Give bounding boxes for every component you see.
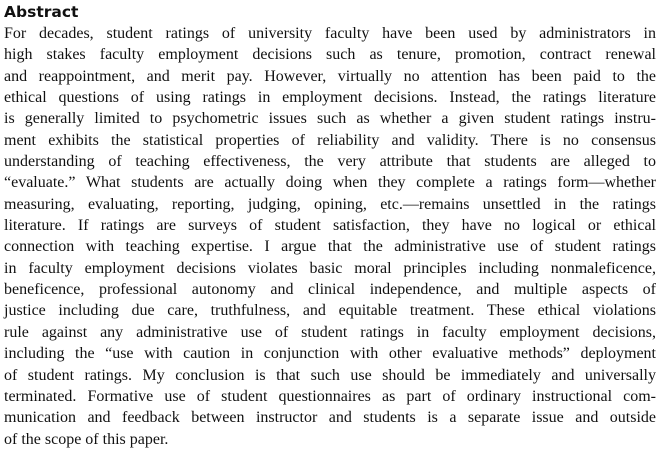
abstract-line: ment exhibits the statistical properties of reliability and validity. There is no consensus (4, 131, 656, 149)
abstract-section (4, 2, 656, 450)
abstract-line: in faculty employment decisions violates basic moral principles including nonmaleficence, (4, 259, 656, 277)
abstract-line: justice including due care, truthfulness, and equitable treatment. These ethical violations (4, 302, 656, 320)
abstract-line: rule against any administrative use of student ratings in faculty employment decisions, (4, 323, 656, 341)
abstract-line: understanding of teaching effectiveness, the very attribute that students are alleged to (4, 153, 656, 171)
abstract-line: terminated. Formative use of student questionnaires as part of ordinary instructional com- (4, 387, 656, 405)
abstract-line: beneficence, professional autonomy and clinical independence, and multiple aspects of (4, 281, 656, 299)
abstract-line: high stakes faculty employment decisions such as tenure, promotion, contract renewal (4, 46, 656, 64)
abstract-body (4, 23, 656, 450)
abstract-heading: Abstract (4, 3, 79, 21)
abstract-line: is generally limited to psychometric issues such as whether a given student ratings instru- (4, 110, 656, 128)
abstract-line: literature. If ratings are surveys of student satisfaction, they have no logical or ethical (4, 217, 656, 235)
abstract-line: of student ratings. My conclusion is that such use should be immediately and universally (4, 366, 656, 384)
abstract-line: “evaluate.” What students are actually doing when they complete a ratings form—whether (4, 174, 656, 192)
abstract-line: and reappointment, and merit pay. However, virtually no attention has been paid to the (4, 67, 656, 85)
abstract-line: ethical questions of using ratings in employment decisions. Instead, the ratings literature (4, 89, 656, 107)
abstract-line: munication and feedback between instructor and students is a separate issue and outside (4, 409, 656, 427)
abstract-line: connection with teaching expertise. I argue that the administrative use of student ratings (4, 238, 656, 256)
abstract-line: of the scope of this paper. (4, 430, 169, 448)
abstract-line: measuring, evaluating, reporting, judging, opining, etc.—remains unsettled in the ratings (4, 195, 656, 213)
abstract-line: including the “use with caution in conjunction with other evaluative methods” deployment (4, 345, 656, 363)
abstract-line: For decades, student ratings of university faculty have been used by administrators in (4, 25, 656, 42)
